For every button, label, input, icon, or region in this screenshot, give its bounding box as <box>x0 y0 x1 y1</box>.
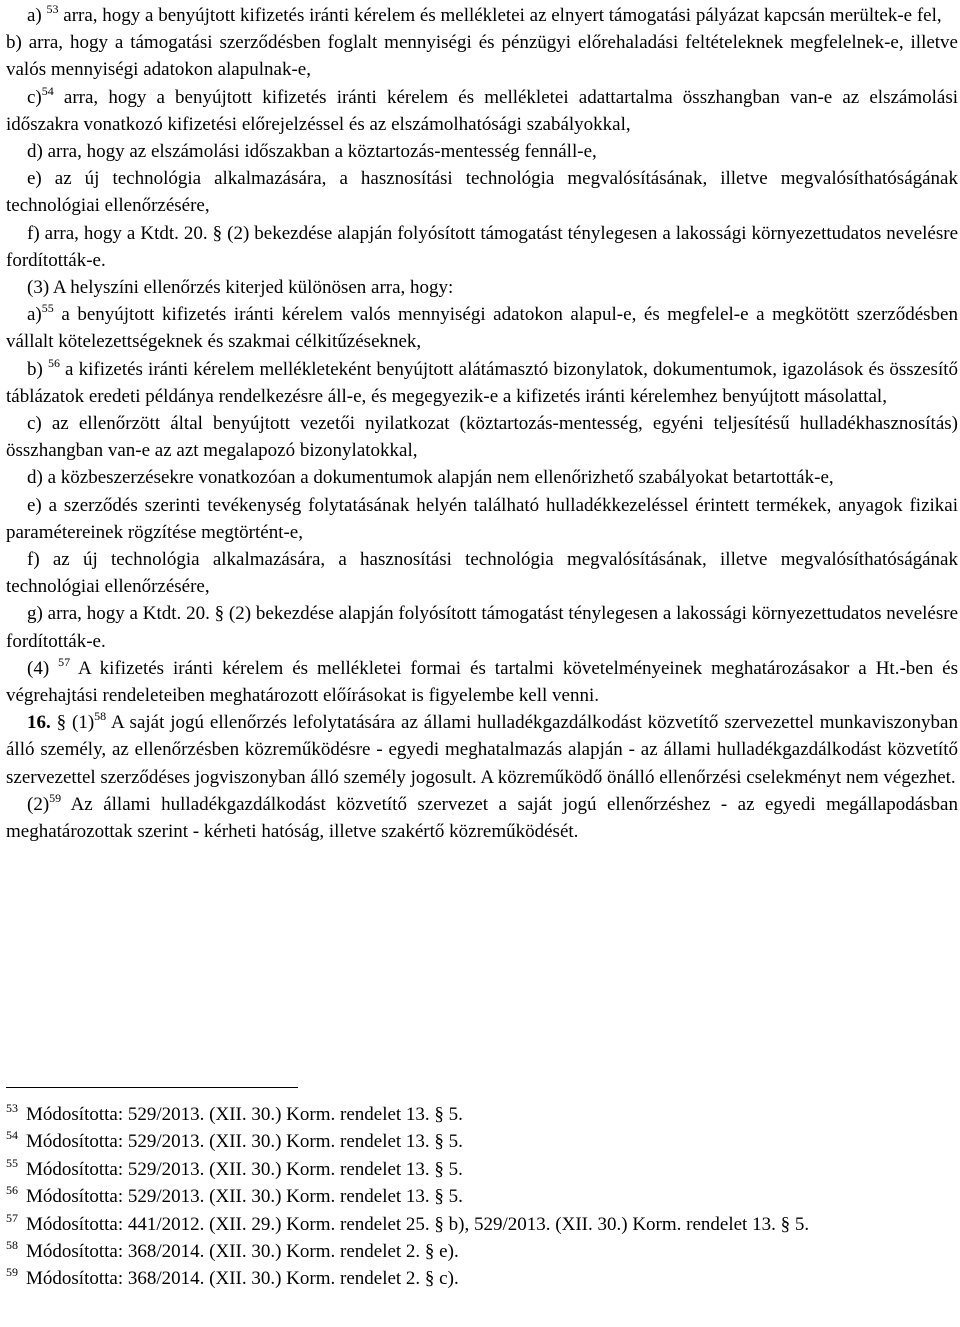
paragraph <box>6 84 958 138</box>
footnote-text: Módosította: 441/2012. (XII. 29.) Korm. rendelet 25. § b), 529/2013. (XII. 30.) Korm. rendelet 13. § 5. <box>26 1213 810 1235</box>
paragraph-text: b) arra, hogy a támogatási szerződésben foglalt mennyiségi és pénzügyi előrehaladási feltételeknek megfelelnek-e, illetve valós mennyiségi adatokon alapulnak-e, <box>6 32 958 81</box>
footnote-reference: 54 <box>41 83 54 98</box>
footnote-reference: 58 <box>94 709 107 724</box>
footnote-reference: 57 <box>58 654 71 669</box>
footnote-reference: 55 <box>41 301 54 316</box>
paragraph <box>6 600 958 654</box>
paragraph-text: a kifizetés iránti kérelem mellékleteként benyújtott alátámasztó bizonylatok, dokumentumok, igazolások és összesítő táblázatok eredeti példánya rendelkezésre áll-e, és megegyezik-e a kifizetés iránti kérelemhez benyújtott másolattal, <box>6 358 958 407</box>
paragraph-text: a benyújtott kifizetés iránti kérelem valós mennyiségi adatokon alapul-e, és megfelel-e a megkötött szerződésben vállalt kötelezettségeknek és szakmai célkitűzéseknek, <box>6 304 958 353</box>
footnote-text: Módosította: 368/2014. (XII. 30.) Korm. rendelet 2. § e). <box>26 1241 459 1263</box>
paragraph-text: a) <box>27 5 47 26</box>
paragraph-text: e) az új technológia alkalmazására, a hasznosítási technológia megvalósításának, illetve megvalósíthatóságának technológiai ellenőrzésére, <box>6 168 958 217</box>
paragraph-text: f) az új technológia alkalmazására, a hasznosítási technológia megvalósításának, illetve megvalósíthatóságának technológiai ellenőrzésére, <box>6 549 958 598</box>
paragraph <box>6 709 958 791</box>
section-number: 16. <box>27 712 51 734</box>
paragraph-text: d) arra, hogy az elszámolási időszakban a köztartozás-mentesség fennáll-e, <box>27 141 597 163</box>
paragraph <box>6 546 958 600</box>
footnote <box>6 1211 958 1238</box>
paragraph <box>6 301 958 355</box>
paragraph <box>6 492 958 546</box>
paragraph-text: e) a szerződés szerinti tevékenység folytatásának helyén található hulladékkezeléssel érintett termékek, anyagok fizikai paramétereinek rögzítése megtörtént-e, <box>6 494 958 543</box>
paragraph <box>6 655 958 709</box>
paragraph-text: d) a közbeszerzésekre vonatkozóan a dokumentumok alapján nem ellenőrizhető szabályokat betartották-e, <box>27 467 834 489</box>
footnote <box>6 1101 958 1128</box>
paragraph-text: (4) <box>27 657 59 679</box>
paragraph <box>6 29 958 83</box>
paragraph-text: (2) <box>27 793 50 815</box>
paragraph <box>6 138 958 165</box>
footnote-number: 55 <box>6 1155 18 1170</box>
paragraph <box>6 165 958 219</box>
paragraph <box>6 220 958 274</box>
paragraph <box>6 464 958 491</box>
paragraph-text: g) arra, hogy a Ktdt. 20. § (2) bekezdése alapján folyósított támogatást ténylegesen a lakossági környezettudatos nevelésre fordították-e. <box>6 603 958 652</box>
footnote-text: Módosította: 529/2013. (XII. 30.) Korm. rendelet 13. § 5. <box>26 1131 463 1153</box>
footnote <box>6 1238 958 1265</box>
footnote-text: Módosította: 529/2013. (XII. 30.) Korm. rendelet 13. § 5. <box>26 1104 463 1125</box>
paragraph-text: arra, hogy a benyújtott kifizetés iránti kérelem és mellékletei adattartalma összhangban van-e az elszámolási időszakra vonatkozó kifizetési előrejelzéssel és az elszámolhatósági szabályokkal, <box>6 86 958 135</box>
footnote-number: 58 <box>6 1238 18 1253</box>
paragraph <box>6 2 958 29</box>
footnote-number: 56 <box>6 1183 18 1198</box>
footnote-reference: 56 <box>47 355 60 370</box>
footnote <box>6 1183 958 1210</box>
paragraph-text: a) <box>27 304 42 326</box>
paragraph-text: (3) A helyszíni ellenőrzés kiterjed különösen arra, hogy: <box>27 277 454 299</box>
footnote <box>6 1265 958 1292</box>
paragraph-text: arra, hogy a benyújtott kifizetés iránti kérelem és mellékletei az elnyert támogatási pályázat kapcsán merültek-e fel, <box>58 5 942 26</box>
footnote-separator <box>6 1087 298 1088</box>
paragraph-text: § (1) <box>50 712 95 734</box>
paragraph-text: c) <box>27 86 42 108</box>
footnote-number: 57 <box>6 1210 18 1225</box>
footnote <box>6 1128 958 1155</box>
footnote-reference: 53 <box>46 2 59 16</box>
footnote-number: 54 <box>6 1128 18 1143</box>
paragraph <box>6 274 958 301</box>
footnote-reference: 59 <box>49 790 62 805</box>
footnotes-section <box>6 1101 958 1293</box>
paragraph <box>6 410 958 464</box>
footnote <box>6 1156 958 1183</box>
footnote-number: 59 <box>6 1265 18 1280</box>
footnote-text: Módosította: 368/2014. (XII. 30.) Korm. rendelet 2. § c). <box>26 1268 459 1290</box>
paragraph-text: Az állami hulladékgazdálkodást közvetítő szervezet a saját jogú ellenőrzéshez - az egyedi megállapodásban meghatározottak szerint - kérheti hatóság, illetve szakértő közreműködését. <box>6 793 958 843</box>
paragraph-text: b) <box>27 358 48 380</box>
paragraph-text: c) az ellenőrzött által benyújtott vezetői nyilatkozat (köztartozás-mentesség, egyéni teljesítésű hulladékhasznosítás) összhangban van-e az azt megalapozó bizonylatokkal, <box>6 413 958 462</box>
footnote-text: Módosította: 529/2013. (XII. 30.) Korm. rendelet 13. § 5. <box>26 1158 463 1180</box>
paragraph <box>6 791 958 845</box>
paragraph-text: f) arra, hogy a Ktdt. 20. § (2) bekezdése alapján folyósított támogatást ténylegesen a lakossági környezettudatos nevelésre fordították-e. <box>6 222 958 271</box>
footnote-number: 53 <box>6 1101 18 1115</box>
paragraph-text: A saját jogú ellenőrzés lefolytatására az állami hulladékgazdálkodást közvetítő szervezettel munkaviszonyban álló személy, az ellenőrzésben közreműködésre - egyedi meghatalmazás alapján - az állami hulladékgazdálkodást közvetítő szervezettel szerződéses jogviszonyban álló személy jogosult. A közreműködő önálló ellenőrzési cselekményt nem végezhet. <box>6 712 958 788</box>
paragraph-text: A kifizetés iránti kérelem és mellékletei formai és tartalmi követelményeinek meghatározásakor a Ht.-ben és végrehajtási rendeleteiben meghatározott előírásokat is figyelembe kell venni. <box>6 657 958 707</box>
regulation-body-text <box>6 2 958 845</box>
footnote-text: Módosította: 529/2013. (XII. 30.) Korm. rendelet 13. § 5. <box>26 1186 463 1208</box>
paragraph <box>6 356 958 410</box>
